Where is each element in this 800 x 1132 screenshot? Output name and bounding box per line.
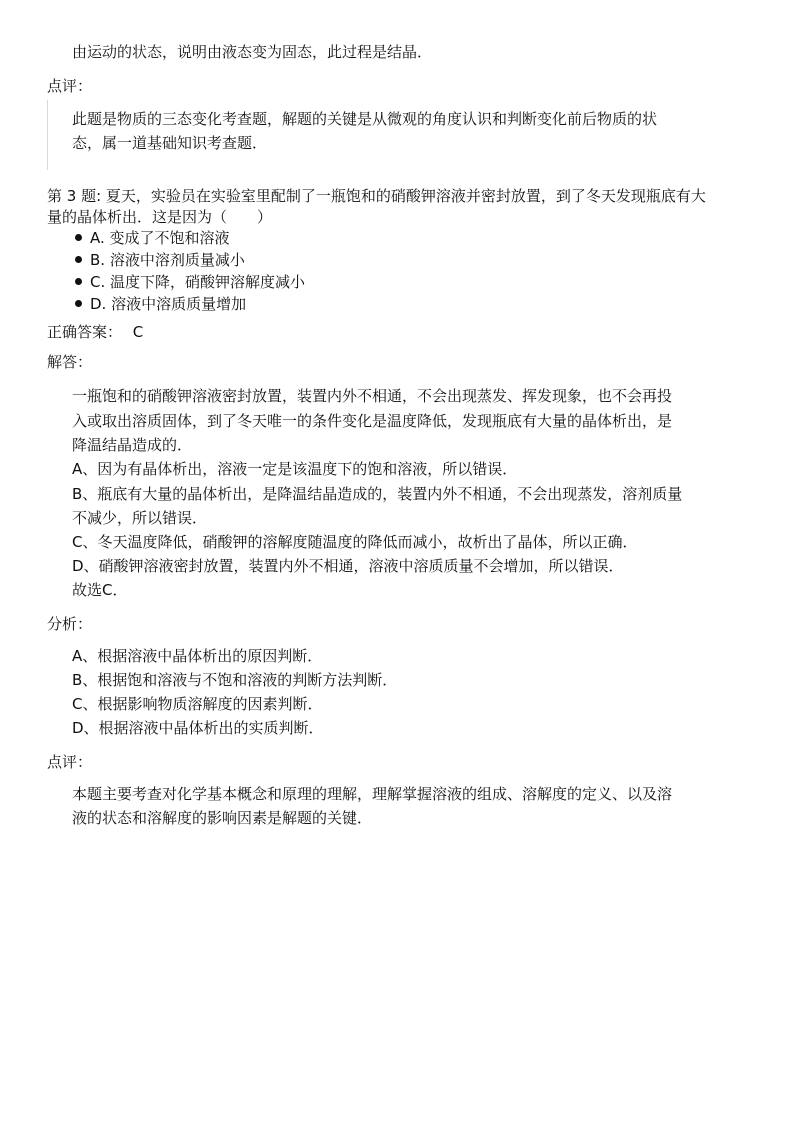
solution-line: B、瓶底有大量的晶体析出，是降温结晶造成的，装置内外不相通，不会出现蒸发，溶剂质量 xyxy=(72,485,683,503)
analysis-line: D、根据溶液中晶体析出的实质判断． xyxy=(72,719,324,737)
analysis-line: C、根据影响物质溶解度的因素判断． xyxy=(72,695,323,713)
solution-label: 解答： xyxy=(47,353,93,371)
solution-line: 不减少，所以错误． xyxy=(72,509,208,527)
solution-line: 入或取出溶质固体，到了冬天唯一的条件变化是温度降低，发现瓶底有大量的晶体析出，是 xyxy=(72,412,673,430)
answer-row xyxy=(47,322,143,342)
solution-line: D、硝酸钾溶液密封放置，装置内外不相通，溶液中溶质质量不会增加，所以错误． xyxy=(72,557,624,575)
solution-line: 故选C． xyxy=(72,581,128,599)
bullet-icon xyxy=(75,256,82,263)
option-c xyxy=(72,272,305,294)
comment-label: 点评： xyxy=(47,753,93,771)
bullet-icon xyxy=(75,278,82,285)
answer-label: 正确答案： xyxy=(47,323,123,341)
prev-solution-line: 由运动的状态，说明由液态变为固态，此过程是结晶． xyxy=(72,43,433,61)
prev-comment-label: 点评： xyxy=(47,77,93,95)
prev-comment-line: 态，属一道基础知识考查题． xyxy=(72,134,268,152)
prev-comment-line: 此题是物质的三态变化考查题，解题的关键是从微观的角度认识和判断变化前后物质的状 xyxy=(72,110,658,128)
answer-value: C xyxy=(132,323,144,341)
option-d xyxy=(72,294,305,316)
option-text: D. 溶液中溶质质量增加 xyxy=(90,295,247,313)
solution-line: A、因为有晶体析出，溶液一定是该温度下的饱和溶液，所以错误． xyxy=(72,460,518,478)
analysis-line: B、根据饱和溶液与不饱和溶液的判断方法判断． xyxy=(72,671,398,689)
options-list xyxy=(72,228,305,316)
comment-line: 本题主要考查对化学基本概念和原理的理解，理解掌握溶液的组成、溶解度的定义、以及溶 xyxy=(72,785,673,803)
solution-line: 降温结晶造成的． xyxy=(72,436,193,454)
solution-line: 一瓶饱和的硝酸钾溶液密封放置，装置内外不相通，不会出现蒸发、挥发现象，也不会再投 xyxy=(72,387,673,405)
option-text: B. 溶液中溶剂质量减小 xyxy=(90,251,245,269)
bullet-icon xyxy=(75,234,82,241)
option-text: C. 温度下降，硝酸钾溶解度减小 xyxy=(90,273,306,291)
analysis-line: A、根据溶液中晶体析出的原因判断． xyxy=(72,647,323,665)
option-text: A. 变成了不饱和溶液 xyxy=(90,229,230,247)
analysis-label: 分析： xyxy=(47,615,93,633)
question-text-line: 第 3 题: 夏天，实验员在实验室里配制了一瓶饱和的硝酸钾溶液并密封放置，到了冬天发现瓶底有大 xyxy=(47,187,706,205)
block-indent-bar xyxy=(47,100,48,170)
comment-line: 液的状态和溶解度的影响因素是解题的关键． xyxy=(72,809,373,827)
option-b xyxy=(72,250,305,272)
option-a xyxy=(72,228,305,250)
solution-line: C、冬天温度降低，硝酸钾的溶解度随温度的降低而减小，故析出了晶体，所以正确． xyxy=(72,533,638,551)
bullet-icon xyxy=(75,300,82,307)
question-text-line: 量的晶体析出．这是因为（ ） xyxy=(47,208,273,226)
